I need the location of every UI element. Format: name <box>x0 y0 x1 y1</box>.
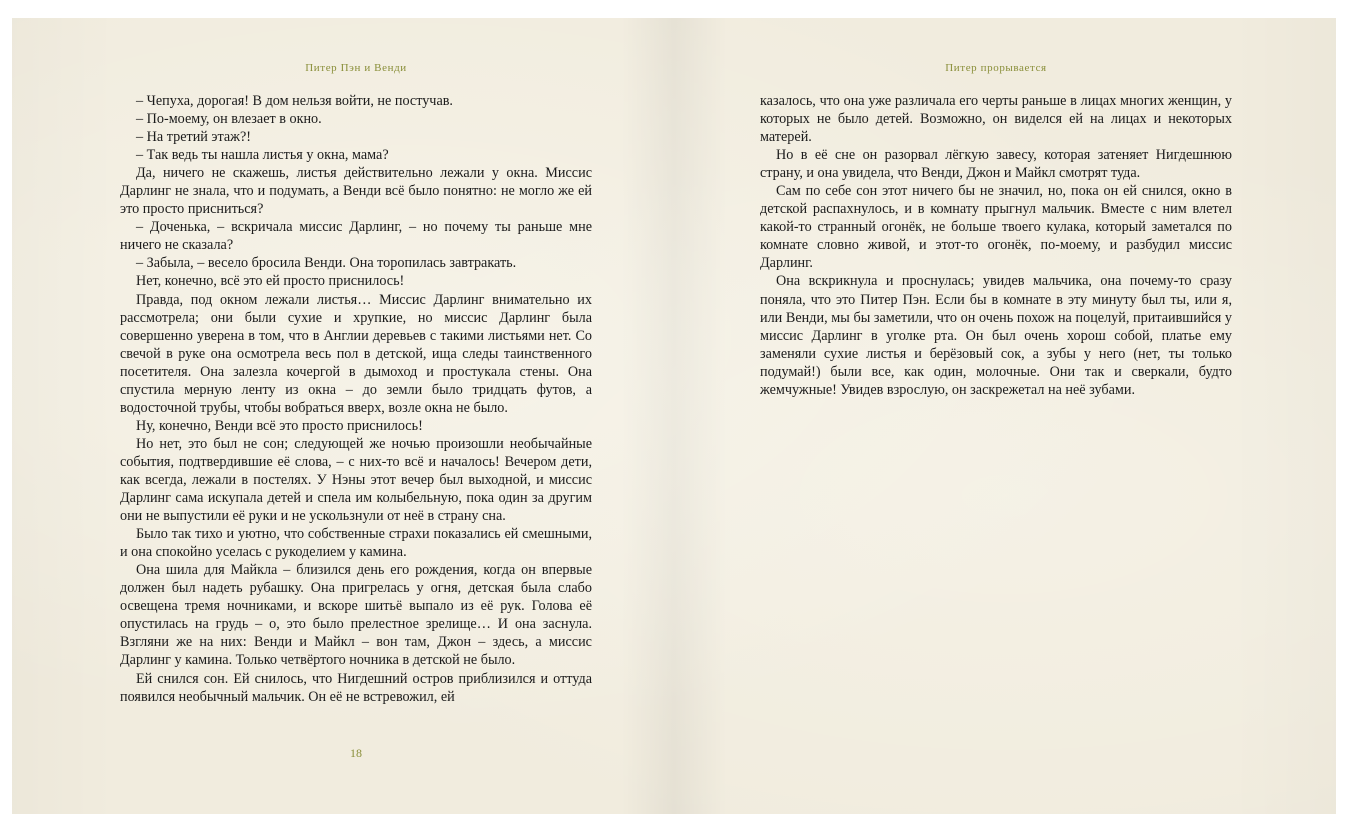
left-page-text <box>120 92 592 706</box>
paragraph: Нет, конечно, всё это ей просто приснилось! <box>136 273 405 290</box>
right-page <box>674 18 1336 814</box>
paragraph: Правда, под окном лежали листья… Миссис Дарлинг внимательно их рассмотрела; они были сухие и хрупкие, но миссис Дарлинг была совершенно уверена в том, что в Англии деревьев с такими листьями нет. Со свечой в руке она осмотрела весь пол в детской, ища следы таинственного посетителя. Она залезла кочергой в дымоход и простукала стены. Она спустила мерную ленту из окна – до земли было тридцать футов, а водосточной трубы, чтобы вобраться вверх, возле окна не было. <box>120 291 592 416</box>
paragraph: Она шила для Майкла – близился день его рождения, когда он впервые должен был надеть рубашку. Она пригрелась у огня, детская была слабо освещена тремя ночниками, и вскоре шитьё выпало из её рук. Голова её опустилась на грудь – о, это было прелестное зрелище… И она заснула. Взгляни же на них: Венди и Майкл – вон там, Джон – здесь, а миссис Дарлинг у камина. Только четвёртого ночника в детской не было. <box>120 562 592 669</box>
right-page-text <box>760 92 1232 399</box>
paragraph: – Забыла, – весело бросила Венди. Она торопилась завтракать. <box>136 255 517 272</box>
paragraph: – По-моему, он влезает в окно. <box>136 111 322 128</box>
paragraph: Но в её сне он разорвал лёгкую завесу, которая затеняет Нигдешнюю страну, и она увидела, что Венди, Джон и Майкл смотрят туда. <box>760 147 1232 182</box>
paragraph: Было так тихо и уютно, что собственные страхи показались ей смешными, и она спокойно уселась с рукоделием у камина. <box>120 526 592 561</box>
paragraph: Она вскрикнула и проснулась; увидев мальчика, она почему-то сразу поняла, что это Питер Пэн. Если бы в комнате в эту минуту был ты, или я, или Венди, мы бы заметили, что он очень похож на поцелуй, притаившийся у миссис Дарлинг в уголке рта. Он был очень хорош собой, платье ему заменяли сухие листья и берёзовый сок, а зубы у него (нет, ты только подумай!) были все, как один, молочные. Они так и сверкали, будто жемчужные! Увидев взрослую, он заскрежетал на неё зубами. <box>760 273 1232 398</box>
paragraph: – Доченька, – вскричала миссис Дарлинг, – но почему ты раньше мне ничего не сказала? <box>120 219 592 254</box>
paragraph: – Чепуха, дорогая! В дом нельзя войти, не постучав. <box>136 93 453 109</box>
paragraph: Но нет, это был не сон; следующей же ночью произошли необычайные события, подтвердившие её слова, – с них-то всё и началось! Вечером дети, как всегда, лежали в постелях. У Нэны этот вечер был выходной, и миссис Дарлинг сама искупала детей и спела им колыбельную, пока один за другим они не выпустили её руки и не ускользнули от неё в страну сна. <box>120 435 592 525</box>
paragraph: Ну, конечно, Венди всё это просто приснилось! <box>136 417 423 434</box>
running-head-left: Питер Пэн и Венди <box>305 62 407 74</box>
paragraph: Сам по себе сон этот ничего бы не значил, но, пока он ей снился, окно в детской распахнулось, и в комнату прыгнул мальчик. Вместе с ним влетел какой-то странный огонёк, не больше твоего кулака, который заметался по комнате словно живой, и этот-то огонёк, по-моему, и разбудил миссис Дарлинг. <box>760 183 1232 272</box>
running-head-right: Питер прорывается <box>945 62 1047 74</box>
left-page <box>12 18 674 814</box>
paragraph: Ей снился сон. Ей снилось, что Нигдешний остров приблизился и оттуда появился необычный мальчик. Он её не встревожил, ей <box>120 670 592 705</box>
page-number: 18 <box>350 746 362 760</box>
book-spread <box>12 18 1336 814</box>
paragraph: Да, ничего не скажешь, листья действительно лежали у окна. Миссис Дарлинг не знала, что и подумать, а Венди всё было понятно: не могло же ей это просто присниться? <box>120 165 592 218</box>
paragraph: – Так ведь ты нашла листья у окна, мама? <box>136 147 389 164</box>
paragraph-continuation: казалось, что она уже различала его черты раньше в лицах многих женщин, у которых не было детей. Возможно, он виделся ей на лицах и некоторых матерей. <box>760 93 1232 146</box>
paragraph: – На третий этаж?! <box>136 129 252 146</box>
